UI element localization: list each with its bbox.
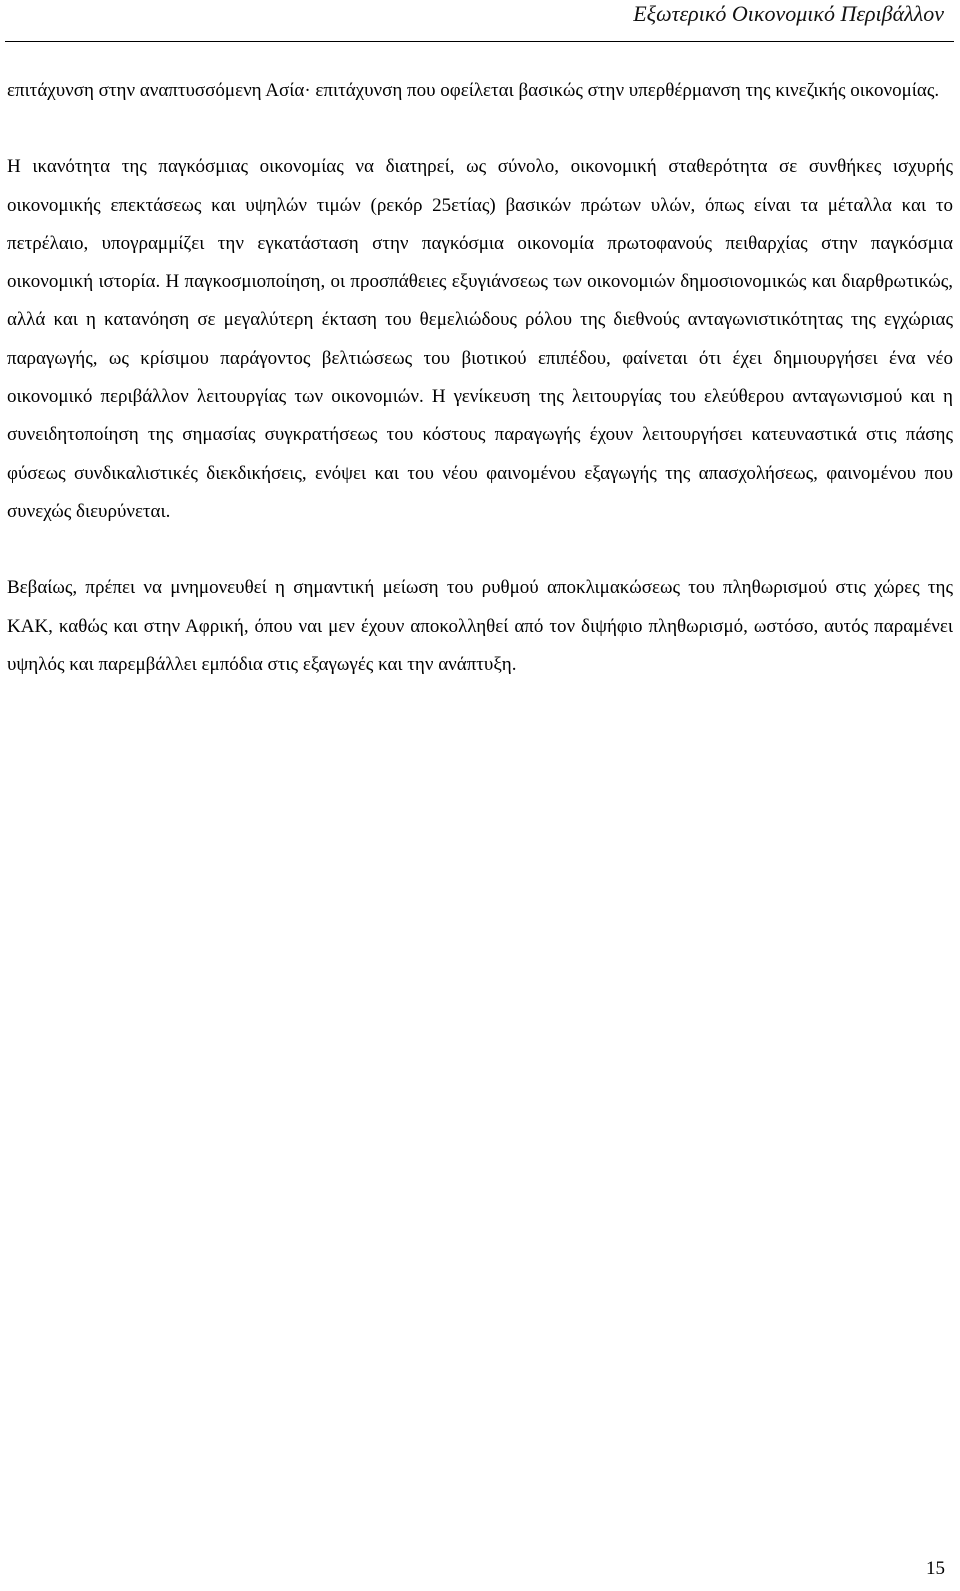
paragraph-economic-stability: Η ικανότητα της παγκόσμιας οικονομίας να διατηρεί, ως σύνολο, οικονομική σταθερότητα σε συνθήκες ισχυρής οικονομικής επεκτάσεως και υψηλών τιμών (ρεκόρ 25ετίας) βασικών πρώτων υλών, όπως είναι τα μέταλλα και το πετρέλαιο, υπογραμμίζει την εγκατάσταση στην παγκόσμια οικονομία πρωτοφανούς πειθαρχίας στην παγκόσμια οικονομική ιστορία. Η παγκοσμιοποίηση, οι προσπάθειες εξυγιάνσεως των οικονομιών δημοσιονομικώς και διαρθρωτικώς, αλλά και η κατανόηση σε μεγαλύτερη έκταση του θεμελιώδους ρόλου της διεθνούς ανταγωνιστικότητας της εγχώριας παραγωγής, ως κρίσιμου παράγοντος βελτιώσεως του βιοτικού επιπέδου, φαίνεται ότι έχει δημιουργήσει ένα νέο οικονομικό περιβάλλον λειτουργίας των οικονομιών. Η γενίκευση της λειτουργίας του ελεύθερου ανταγωνισμού και η συνειδητοποίηση της σημασίας συγκρατήσεως του κόστους παραγωγής έχουν λειτουργήσει κατευναστικά στις πάσης φύσεως συνδικαλιστικές διεκδικήσεις, ενόψει και του νέου φαινομένου εξαγωγής της απασχολήσεως, φαινομένου που συνεχώς διευρύνεται. bbox=[7, 156, 953, 522]
paragraph-inflation-note: Βεβαίως, πρέπει να μνημονευθεί η σημαντική μείωση του ρυθμού αποκλιμακώσεως του πληθωρισμού στις χώρες της ΚΑΚ, καθώς και στην Αφρική, όπου ναι μεν έχουν αποκολληθεί από τον διψήφιο πληθωρισμό, ωστόσο, αυτός παραμένει υψηλός και παρεμβάλλει εμπόδια στις εξαγωγές και την ανάπτυξη. bbox=[7, 577, 953, 675]
body-text bbox=[7, 72, 953, 684]
page-number: 15 bbox=[926, 1558, 945, 1579]
running-header-title: Εξωτερικό Οικονομικό Περιβάλλον bbox=[633, 1, 944, 26]
paragraph-continuation: επιτάχυνση στην αναπτυσσόμενη Ασία· επιτάχυνση που οφείλεται βασικώς στην υπερθέρμανση της κινεζικής οικονομίας. bbox=[7, 80, 940, 101]
header-rule bbox=[5, 41, 954, 42]
